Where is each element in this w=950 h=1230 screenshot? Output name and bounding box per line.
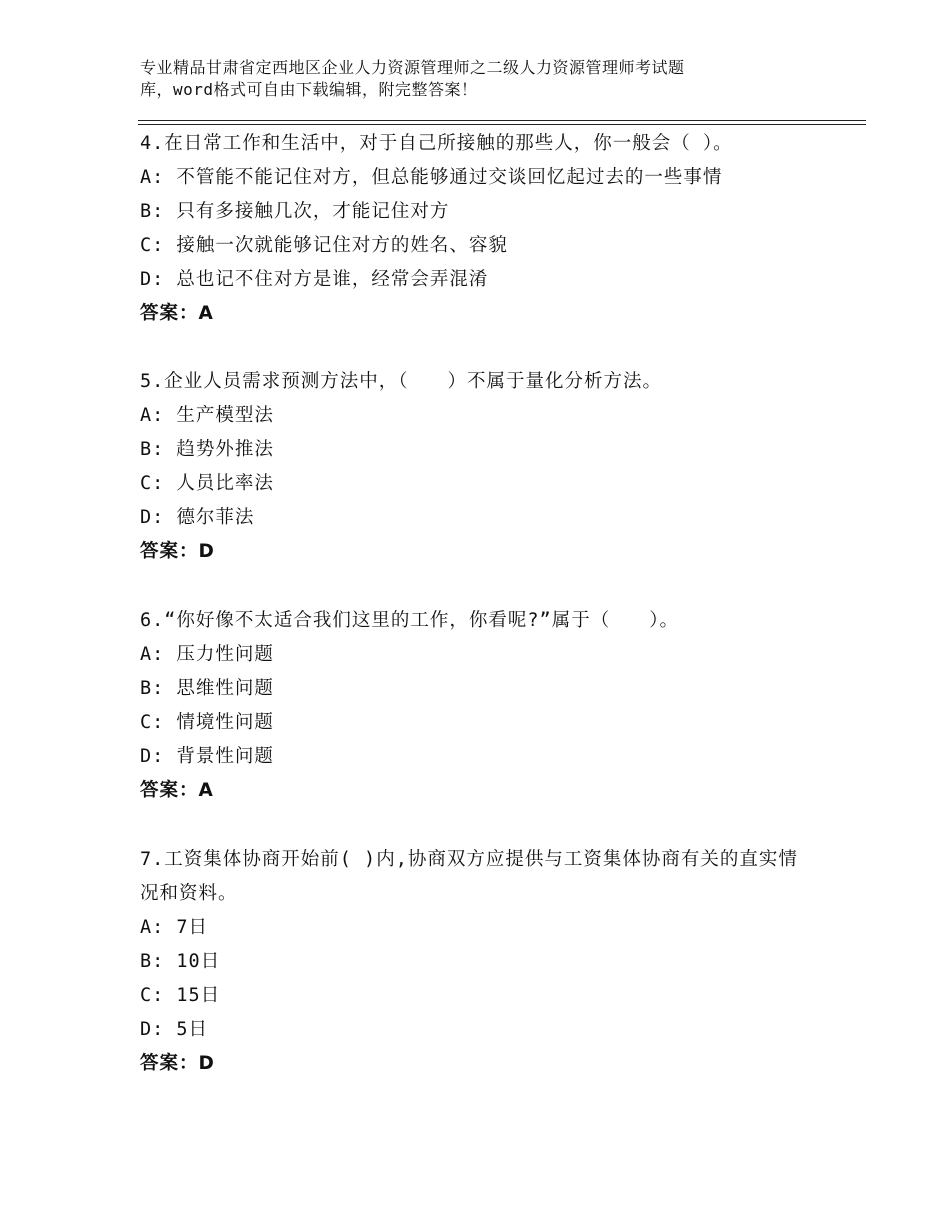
option-a: A: 压力性问题 <box>140 644 274 665</box>
question-stem: 7.工资集体协商开始前( )内,协商双方应提供与工资集体协商有关的直实情况和资料。 <box>140 849 798 904</box>
answer-label: 答案：D <box>140 1053 215 1074</box>
header-divider-bottom <box>138 124 866 125</box>
option-c: C: 接触一次就能够记住对方的姓名、容貌 <box>140 235 508 256</box>
option-b: B: 趋势外推法 <box>140 439 274 460</box>
document-header <box>140 57 780 101</box>
header-line-1: 专业精品甘肃省定西地区企业人力资源管理师之二级人力资源管理师考试题 <box>140 58 685 77</box>
header-line-2: 库，word格式可自由下载编辑，附完整答案！ <box>140 80 478 99</box>
header-divider-top <box>138 120 866 121</box>
question-block <box>140 604 840 808</box>
option-c: C: 人员比率法 <box>140 473 274 494</box>
option-d: D: 总也记不住对方是谁，经常会弄混淆 <box>140 269 489 290</box>
answer-label: 答案：D <box>140 541 215 562</box>
option-a: A: 不管能不能记住对方，但总能够通过交谈回忆起过去的一些事情 <box>140 167 723 188</box>
question-block <box>140 843 800 1081</box>
option-c: C: 15日 <box>140 985 221 1006</box>
question-stem: 5.企业人员需求预测方法中，（ ）不属于量化分析方法。 <box>140 371 663 392</box>
answer-label: 答案：A <box>140 303 214 324</box>
option-d: D: 5日 <box>140 1019 209 1040</box>
question-stem: 6.“你好像不太适合我们这里的工作，你看呢?”属于（ ）。 <box>140 610 679 631</box>
option-d: D: 背景性问题 <box>140 746 274 767</box>
option-c: C: 情境性问题 <box>140 712 274 733</box>
question-block <box>140 365 840 569</box>
option-a: A: 7日 <box>140 917 209 938</box>
question-block <box>140 127 840 331</box>
question-stem: 4.在日常工作和生活中，对于自己所接触的那些人，你一般会（ ）。 <box>140 133 733 154</box>
option-d: D: 德尔菲法 <box>140 507 255 528</box>
option-b: B: 思维性问题 <box>140 678 274 699</box>
answer-label: 答案：A <box>140 780 214 801</box>
option-b: B: 只有多接触几次，才能记住对方 <box>140 201 450 222</box>
option-a: A: 生产模型法 <box>140 405 274 426</box>
option-b: B: 10日 <box>140 951 221 972</box>
